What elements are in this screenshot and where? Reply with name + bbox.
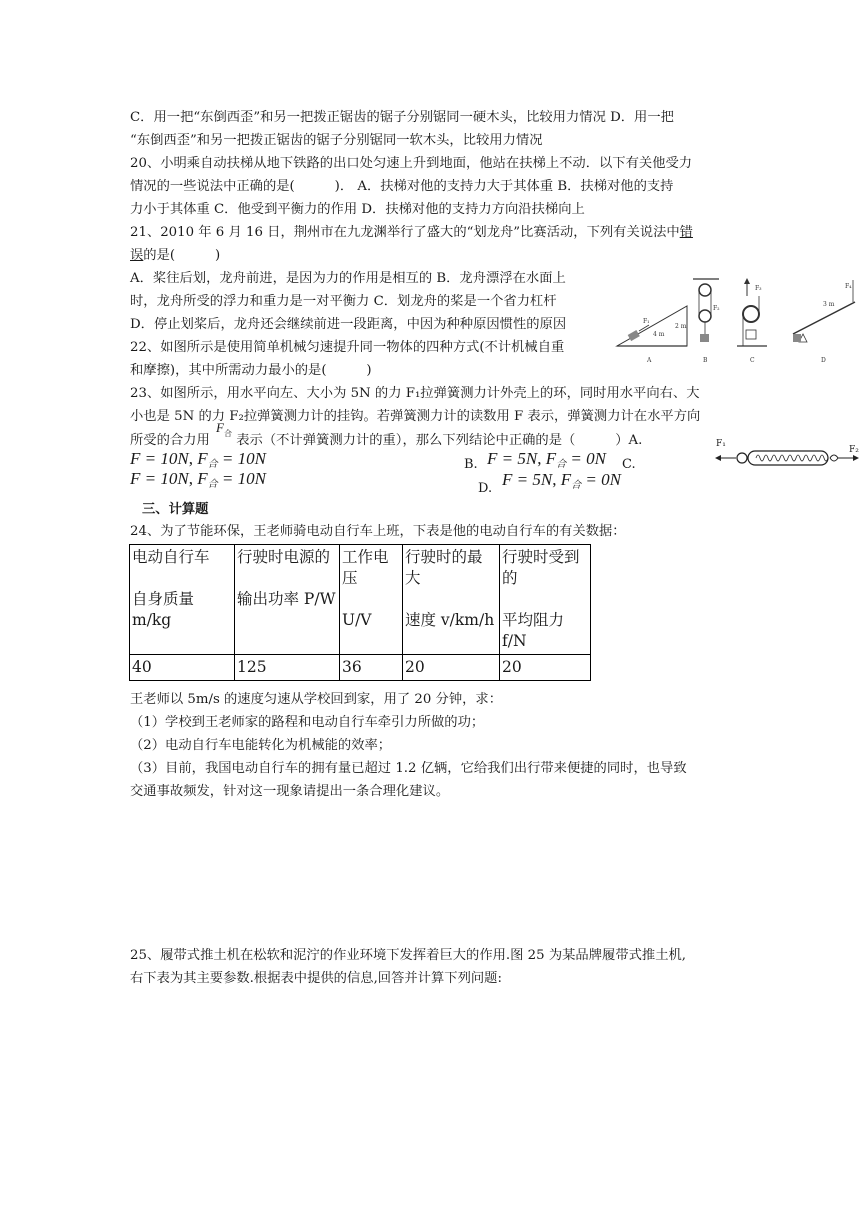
option-value: 5N bbox=[517, 449, 538, 468]
figure-label: D bbox=[821, 357, 826, 364]
force-label: F₃ bbox=[755, 285, 762, 292]
option-value: 5N bbox=[532, 470, 553, 489]
machine-b-pulley-block bbox=[693, 279, 720, 364]
text-line bbox=[130, 246, 220, 266]
text-span: 21、2010 年 6 月 16 日，荆州市在九龙渊举行了盛大的“划龙舟”比赛活动，下列有关说法中 bbox=[130, 225, 680, 240]
figure-label: B bbox=[703, 357, 708, 364]
subscript: 合 bbox=[207, 479, 218, 490]
figure-label: A bbox=[647, 357, 652, 364]
table-cell bbox=[130, 545, 235, 655]
text-span: 表示（不计弹簧测力计的重），那么下列结论中正确的是（ ）A. bbox=[236, 433, 643, 448]
f-symbol: F bbox=[560, 470, 572, 489]
cell-line: 平均阻力 f/N bbox=[502, 611, 565, 650]
underlined-word: 错 bbox=[679, 225, 693, 240]
text-line: D．停止划桨后，龙舟还会继续前进一段距离，中因为种种原因惯性的原因 bbox=[130, 317, 567, 332]
text-line: A．桨往后划，龙舟前进，是因为力的作用是相互的 B．龙舟漂浮在水面上 bbox=[130, 271, 566, 286]
question-23: 23、如图所示，用水平向左、大小为 5N 的力 F₁拉弹簧测力计外壳上的环，同时用水平向右、大 bbox=[130, 386, 700, 401]
option-d-label: D. bbox=[478, 481, 493, 496]
text-line: 时，龙舟所受的浮力和重力是一对平衡力 C．划龙舟的桨是一个省力杠杆 bbox=[130, 294, 557, 309]
cell-line: 输出功率 P/W bbox=[237, 590, 336, 608]
option-value: 10N bbox=[237, 449, 266, 468]
text-line bbox=[130, 420, 643, 451]
table-cell: 20 bbox=[500, 655, 591, 681]
text-line: “东倒西歪”和另一把拨正锯齿的锯子分别锯同一软木头，比较用力情况 bbox=[130, 133, 543, 148]
net-force-symbol bbox=[214, 420, 233, 444]
option-b-label: B. bbox=[464, 457, 478, 472]
length-label: 3 m bbox=[823, 301, 835, 308]
f-symbol: F bbox=[502, 470, 513, 489]
text-span: 所受的合力用 bbox=[130, 433, 210, 448]
table-row bbox=[130, 655, 591, 681]
text-line: 力小于其体重 C．他受到平衡力的作用 D．扶梯对他的支持力方向沿扶梯向上 bbox=[130, 202, 585, 217]
length-label: 2 m bbox=[675, 323, 687, 330]
sub-question-3: （3）目前，我国电动自行车的拥有量已超过 1.2 亿辆，它给我们出行带来便捷的同时，也导致 bbox=[130, 761, 687, 776]
text-line: 王老师以 5m/s 的速度匀速从学校回到家，用了 20 分钟，求： bbox=[130, 692, 503, 707]
text-line: 情况的一些说法中正确的是( )． A．扶梯对他的支持力大于其体重 B．扶梯对他的支持 bbox=[130, 179, 674, 194]
cell-line: 行驶时受到的 bbox=[502, 548, 580, 587]
cell-line: U/V bbox=[342, 611, 372, 629]
text-line: 右下表为其主要参数.根据表中提供的信息,回答并计算下列问题: bbox=[130, 971, 502, 986]
cell-line: 电动自行车 bbox=[132, 548, 210, 566]
option-value: 10N bbox=[160, 449, 189, 468]
table-cell: 20 bbox=[403, 655, 500, 681]
section-heading: 三、计算题 bbox=[142, 502, 209, 517]
underlined-word: 误 bbox=[130, 248, 144, 263]
comma: , bbox=[552, 470, 557, 489]
equals: = bbox=[570, 449, 582, 468]
equals: = bbox=[144, 469, 157, 488]
option-value: 0N bbox=[601, 470, 621, 489]
table-cell: 40 bbox=[130, 655, 235, 681]
equals: = bbox=[585, 470, 597, 489]
sub-question-1: （1）学校到王老师家的路程和电动自行车牵引力所做的功； bbox=[130, 715, 485, 730]
table-cell: 36 bbox=[340, 655, 403, 681]
equals: = bbox=[501, 449, 514, 468]
length-label: 4 m bbox=[653, 331, 665, 338]
simple-machines-figure bbox=[613, 276, 860, 368]
bike-spec-table bbox=[129, 544, 591, 681]
option-c-label: C. bbox=[622, 457, 636, 472]
text-line: 小也是 5N 的力 F₂拉弹簧测力计的挂钩。若弹簧测力计的读数用 F 表示，弹簧测力计在水平方向 bbox=[130, 409, 701, 424]
spring-balance-figure bbox=[714, 436, 860, 472]
option-d bbox=[502, 470, 621, 496]
question-21 bbox=[130, 223, 693, 243]
cell-line: 工作电压 bbox=[342, 548, 389, 587]
machine-c-movable-pulley bbox=[737, 278, 767, 364]
cell-line: 行驶时电源的 bbox=[237, 548, 331, 566]
machine-d-lever bbox=[793, 280, 855, 364]
question-25: 25、履带式推土机在松软和泥泞的作业环境下发挥着巨大的作用.图 25 为某品牌履带式推土机, bbox=[130, 948, 687, 963]
cell-line: 速度 v/km/h bbox=[405, 611, 495, 629]
question-20: 20、小明乘自动扶梯从地下铁路的出口处匀速上升到地面，他站在扶梯上不动．以下有关他受力 bbox=[130, 156, 693, 171]
f-symbol: F bbox=[487, 449, 498, 468]
option-value: 0N bbox=[586, 449, 606, 468]
text-line: C．用一把“东倒西歪”和另一把拨正锯齿的锯子分别锯同一硬木头，比较用力情况 D．用一把 bbox=[130, 110, 674, 125]
arrow-left-icon bbox=[715, 455, 721, 461]
sub-question-2: （2）电动自行车电能转化为机械能的效率； bbox=[130, 738, 392, 753]
question-22: 22、如图所示是使用简单机械匀速提升同一物体的四种方式(不计机械自重 bbox=[130, 340, 565, 355]
force-label: F₂ bbox=[713, 305, 720, 312]
f-symbol: F bbox=[545, 449, 557, 468]
comma: , bbox=[188, 449, 193, 468]
f-symbol: F bbox=[197, 469, 208, 488]
machine-a-incline bbox=[617, 306, 687, 364]
figure-label: C bbox=[750, 357, 755, 364]
text-span: 的是( ) bbox=[143, 248, 221, 263]
table-cell bbox=[403, 545, 500, 655]
table-cell bbox=[235, 545, 340, 655]
text-line: 交通事故频发，针对这一现象请提出一条合理化建议。 bbox=[130, 784, 450, 799]
equals: = bbox=[516, 470, 529, 489]
f-symbol: F bbox=[197, 449, 208, 468]
f-symbol: F bbox=[216, 420, 224, 435]
f-symbol: F bbox=[130, 449, 141, 468]
option-value: 10N bbox=[237, 469, 266, 488]
option-c bbox=[130, 469, 266, 495]
option-value: 10N bbox=[160, 469, 189, 488]
force-label: F₂ bbox=[849, 445, 859, 455]
cell-line: 自身质量 m/kg bbox=[132, 590, 195, 629]
question-24: 24、为了节能环保，王老师骑电动自行车上班，下表是他的电动自行车的有关数据： bbox=[130, 524, 626, 539]
table-row bbox=[130, 545, 591, 655]
equals: = bbox=[144, 449, 157, 468]
comma: , bbox=[537, 449, 542, 468]
subscript: 合 bbox=[224, 429, 233, 438]
cell-line: 行驶时的最大 bbox=[405, 548, 483, 587]
force-label: F₄ bbox=[845, 283, 852, 290]
force-label: F₁ bbox=[716, 439, 726, 449]
text-line: 和摩擦)，其中所需动力最小的是( ) bbox=[130, 363, 372, 378]
table-cell: 125 bbox=[235, 655, 340, 681]
equals: = bbox=[221, 469, 234, 488]
comma: , bbox=[188, 469, 193, 488]
arrow-right-icon bbox=[853, 455, 859, 461]
f-symbol: F bbox=[130, 469, 141, 488]
subscript: 合 bbox=[556, 459, 567, 470]
subscript: 合 bbox=[207, 459, 218, 470]
force-label: F₁ bbox=[643, 318, 650, 325]
equals: = bbox=[221, 449, 234, 468]
subscript: 合 bbox=[571, 480, 582, 491]
table-cell bbox=[340, 545, 403, 655]
table-cell bbox=[500, 545, 591, 655]
